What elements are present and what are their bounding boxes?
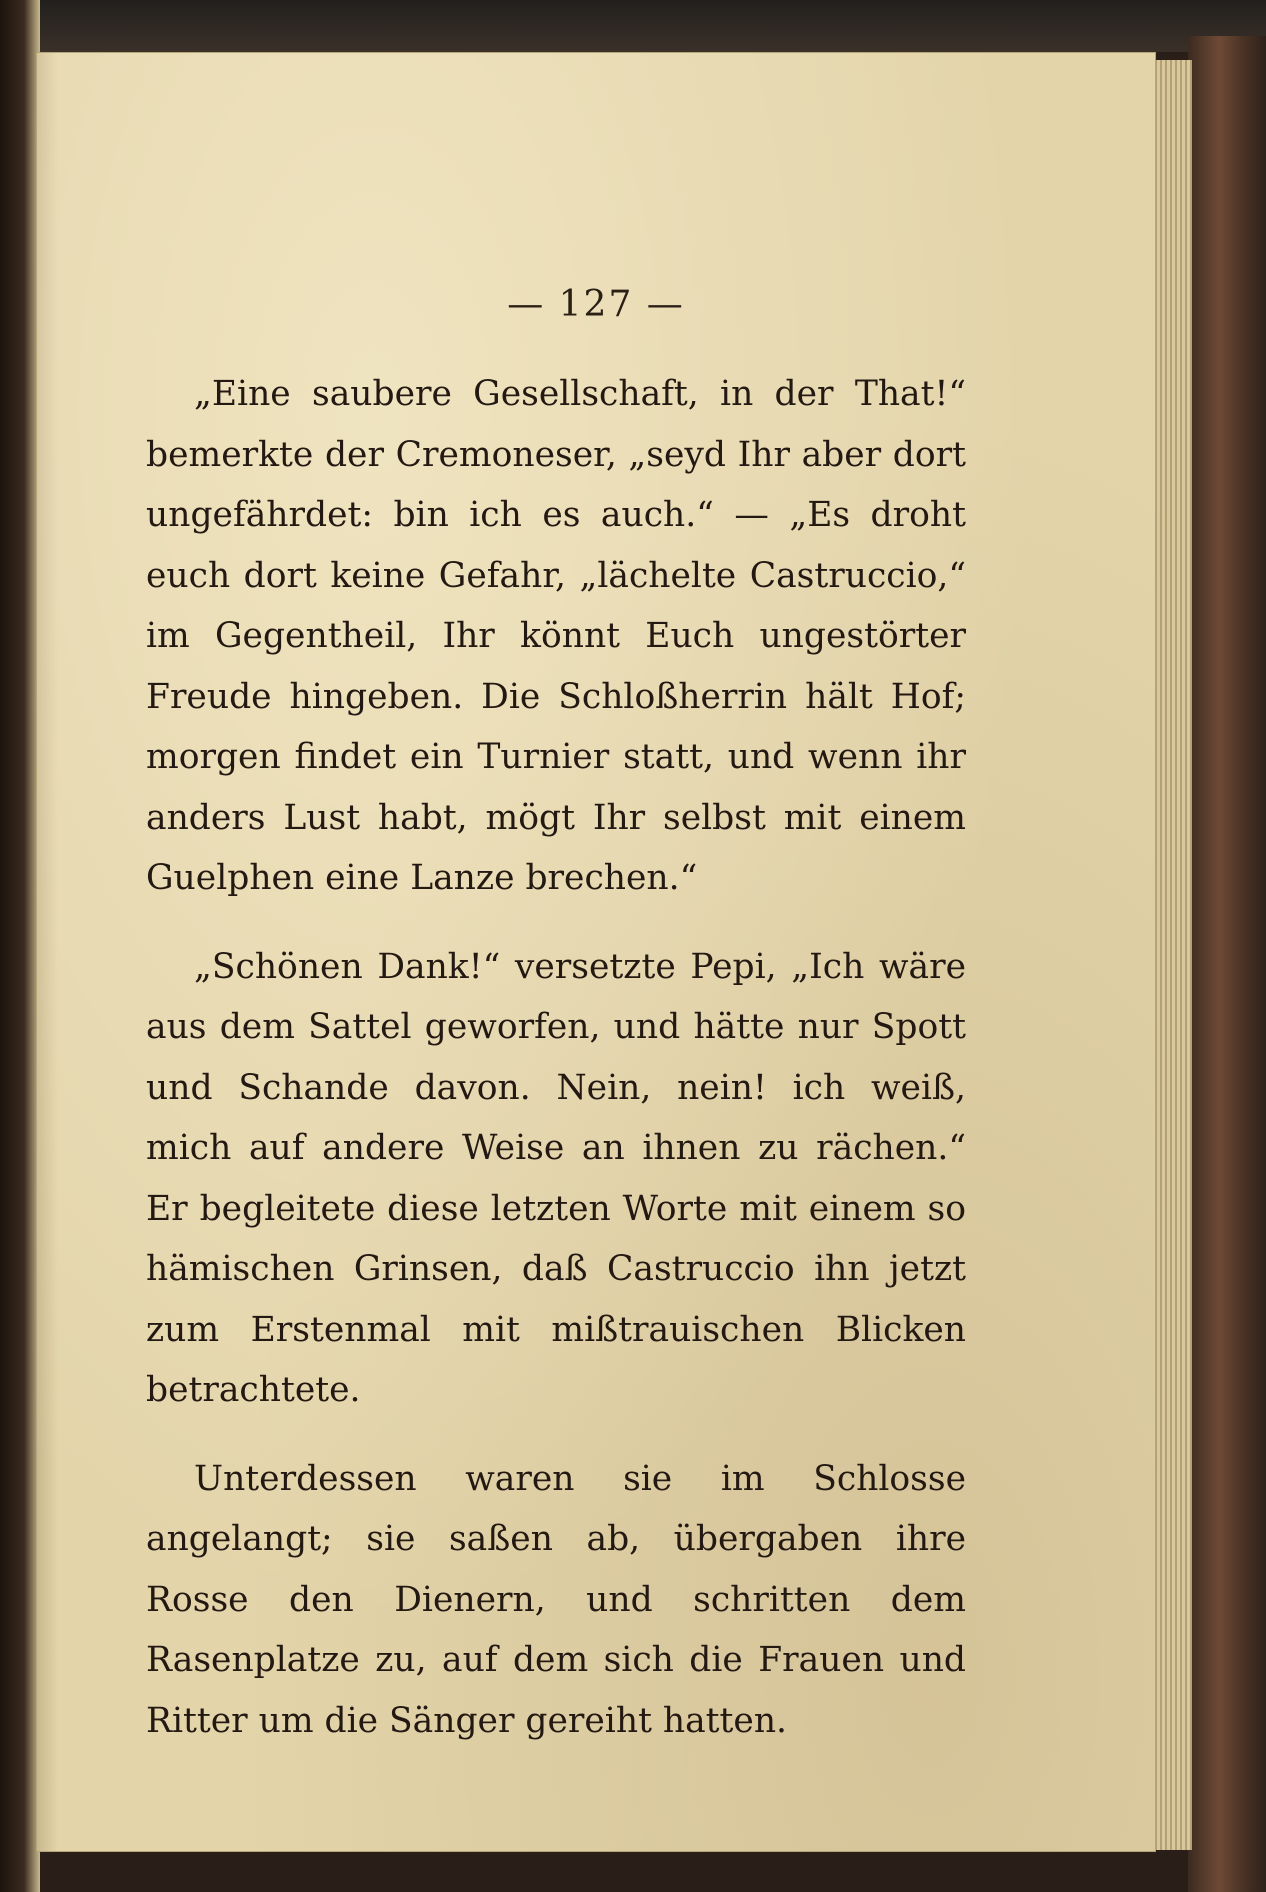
book-binding	[0, 0, 40, 1892]
paragraph: „Eine saubere Gesellschaft, in der That!“ bemerkte der Cremoneser, „seyd Ihr aber dort ungefährdet: bin ich es auch.“ — „Es droht euch dort keine Gefahr, „lächelte Castruccio,“ im Gegentheil, Ihr könnt Euch ungestörter Freude hingeben. Die Schloßherrin hält Hof; morgen findet ein Turnier statt, und wenn ihr anders Lust habt, mögt Ihr selbst mit einem Guelphen eine Lanze brechen.“	[146, 374, 966, 898]
page-stack-edge	[1150, 60, 1192, 1850]
page-number: — 127 —	[507, 284, 685, 325]
book-page	[36, 52, 1156, 1852]
page-text	[146, 364, 966, 1751]
book-cover-top	[0, 0, 1266, 52]
paragraph: Unterdessen waren sie im Schlosse angelangt; sie saßen ab, übergaben ihre Rosse den Dienern, und schritten dem Rasenplatze zu, auf dem sich die Frauen und Ritter um die Sänger gereiht hatten.	[146, 1458, 966, 1741]
book-cover-edge	[1188, 36, 1266, 1892]
paragraph: „Schönen Dank!“ versetzte Pepi, „Ich wäre aus dem Sattel geworfen, und hätte nur Spott und Schande davon. Nein, nein! ich weiß, mich auf andere Weise an ihnen zu rächen.“ Er begleitete diese letzten Worte mit einem so hämischen Grinsen, daß Castruccio ihn jetzt zum Erstenmal mit mißtrauischen Blicken betrachtete.	[146, 946, 966, 1410]
